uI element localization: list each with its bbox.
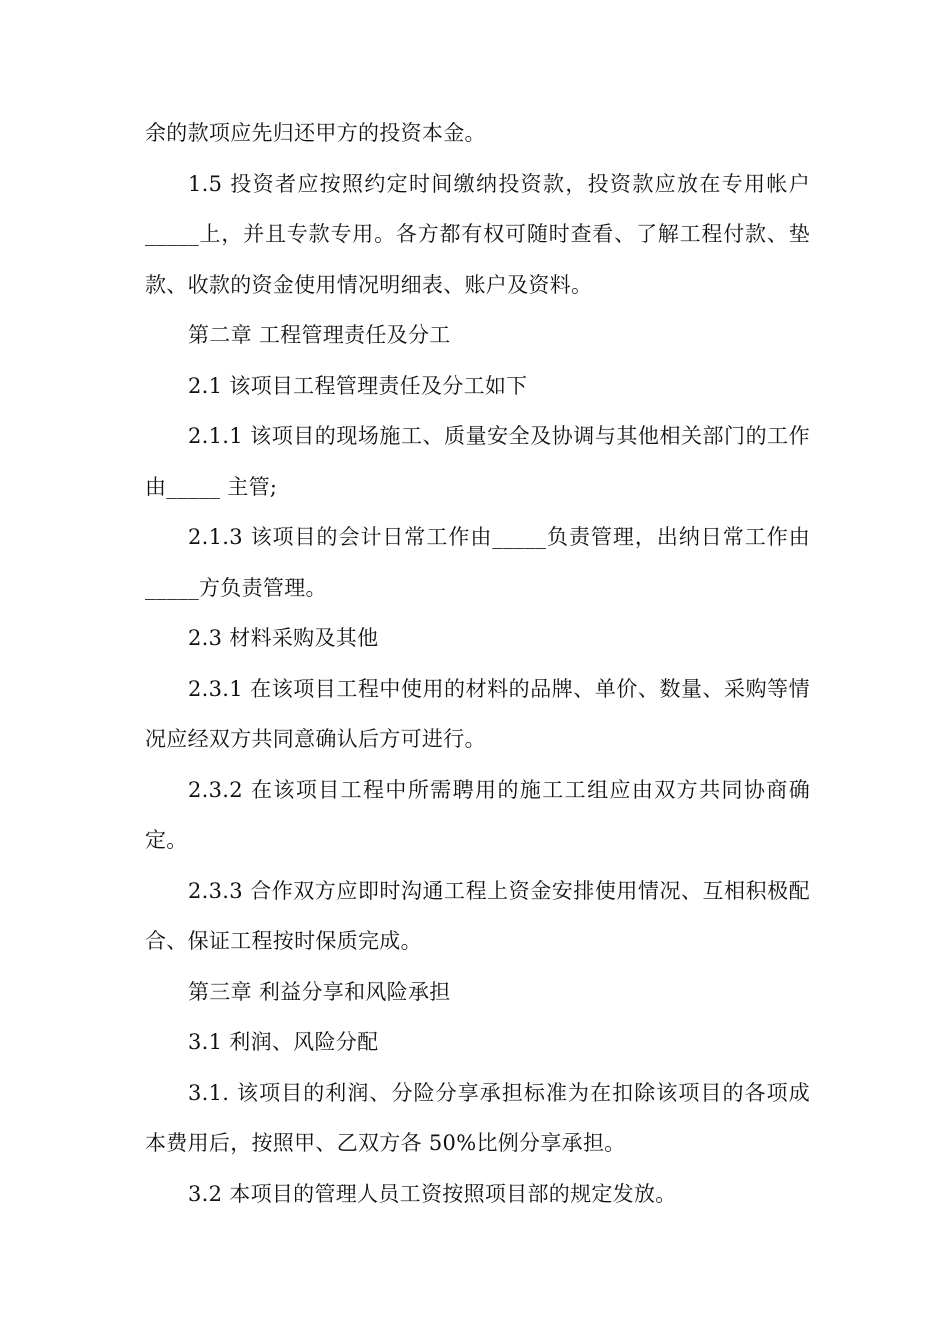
section-2-3-heading: 2.3 材料采购及其他 <box>188 626 379 650</box>
paragraph-clause-2-3-2: 2.3.2 在该项目工程中所需聘用的施工工组应由双方共同协商确定。 <box>145 777 810 852</box>
section-2-1-heading: 2.1 该项目工程管理责任及分工如下 <box>188 373 528 398</box>
section-3-1-heading: 3.1 利润、风险分配 <box>188 1030 379 1054</box>
paragraph-clause-1-5: 1.5 投资者应按照约定时间缴纳投资款，投资款应放在专用帐户_____上，并且专款专用。各方都有权可随时查看、了解工程付款、垫款、收款的资金使用情况明细表、账户及资料。 <box>145 171 810 297</box>
chapter-2-heading: 第二章 工程管理责任及分工 <box>188 323 451 347</box>
chapter-3-heading: 第三章 利益分享和风险承担 <box>188 979 451 1004</box>
paragraph-clause-2-3-1: 2.3.1 在该项目工程中使用的材料的品牌、单价、数量、采购等情况应经双方共同意确认后方可进行。 <box>145 676 810 751</box>
paragraph-clause-3-2: 3.2 本项目的管理人员工资按照项目部的规定发放。 <box>188 1181 677 1206</box>
paragraph-continuation: 余的款项应先归还甲方的投资本金。 <box>145 121 486 145</box>
paragraph-clause-2-1-1: 2.1.1 该项目的现场施工、质量安全及协调与其他相关部门的工作由_____ 主管; <box>145 424 810 499</box>
paragraph-clause-2-3-3: 2.3.3 合作双方应即时沟通工程上资金安排使用情况、互相积极配合、保证工程按时保质完成。 <box>145 878 810 953</box>
paragraph-clause-2-1-3: 2.1.3 该项目的会计日常工作由_____负责管理，出纳日常工作由_____方负责管理。 <box>145 525 810 600</box>
paragraph-clause-3-1: 3.1. 该项目的利润、分险分享承担标准为在扣除该项目的各项成 本费用后，按照甲、乙双方各 50%比例分享承担。 <box>145 1080 810 1155</box>
document-body <box>145 108 810 1219</box>
